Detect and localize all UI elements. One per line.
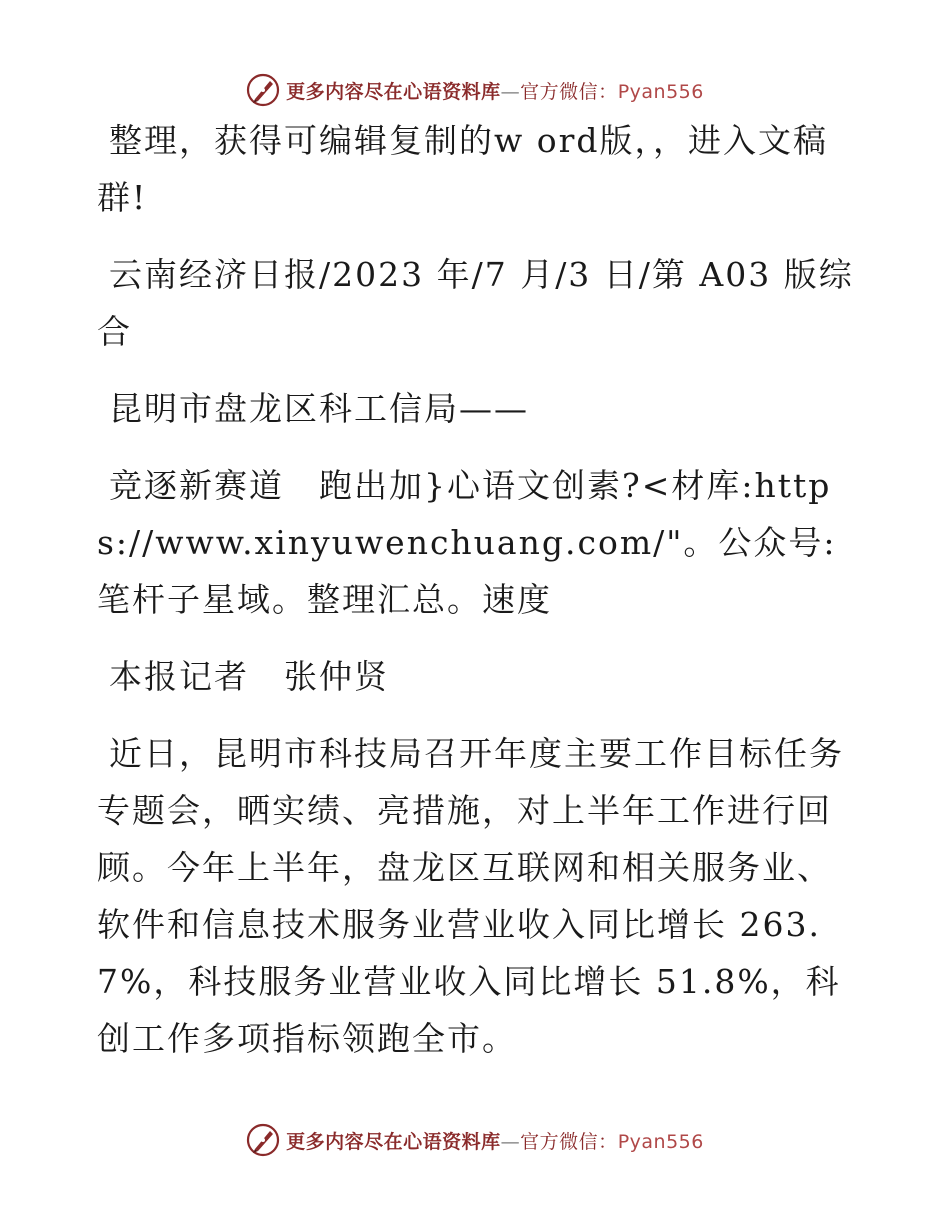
pen-quill-logo-icon — [246, 73, 280, 107]
paragraph-source: 云南经济日报/2023 年/7 月/3 日/第 A03 版综合 — [97, 255, 854, 351]
pen-quill-logo-icon — [246, 1123, 280, 1157]
paragraph-byline: 本报记者 张仲贤 — [109, 657, 389, 696]
document-body — [97, 112, 862, 1087]
watermark-separator: — — [500, 1130, 521, 1153]
paragraph-body: 近日，昆明市科技局召开年度主要工作目标任务专题会，晒实绩、亮措施，对上半年工作进行回顾。今年上半年，盘龙区互联网和相关服务业、软件和信息技术服务业营业收入同比增长 263.7%，科技服务业营业收入同比增长 51.8%，科创工作多项指标领跑全市。 — [97, 734, 844, 1058]
watermark-separator: — — [500, 80, 521, 103]
paragraph-intro: 整理，获得可编辑复制的w ord版，，进入文稿群! — [97, 121, 829, 217]
watermark-wechat-id: Pyan556 — [617, 1130, 704, 1153]
paragraph-headline: 竞逐新赛道 跑出加}心语文创素?<材库:https://www.xinyuwenchuang.com/"。公众号: 笔杆子星域。整理汇总。速度 — [97, 466, 837, 619]
paragraph-organization: 昆明市盘龙区科工信局—— — [109, 389, 529, 428]
watermark-brand: 更多内容尽在心语资料库 — [286, 1130, 501, 1153]
footer-watermark — [0, 1120, 950, 1160]
watermark-brand: 更多内容尽在心语资料库 — [286, 80, 501, 103]
watermark-text — [286, 77, 704, 104]
watermark-wechat-label: 官方微信： — [520, 80, 618, 103]
watermark-text — [286, 1127, 704, 1154]
header-watermark — [0, 70, 950, 110]
watermark-wechat-id: Pyan556 — [617, 80, 704, 103]
watermark-wechat-label: 官方微信： — [520, 1130, 618, 1153]
